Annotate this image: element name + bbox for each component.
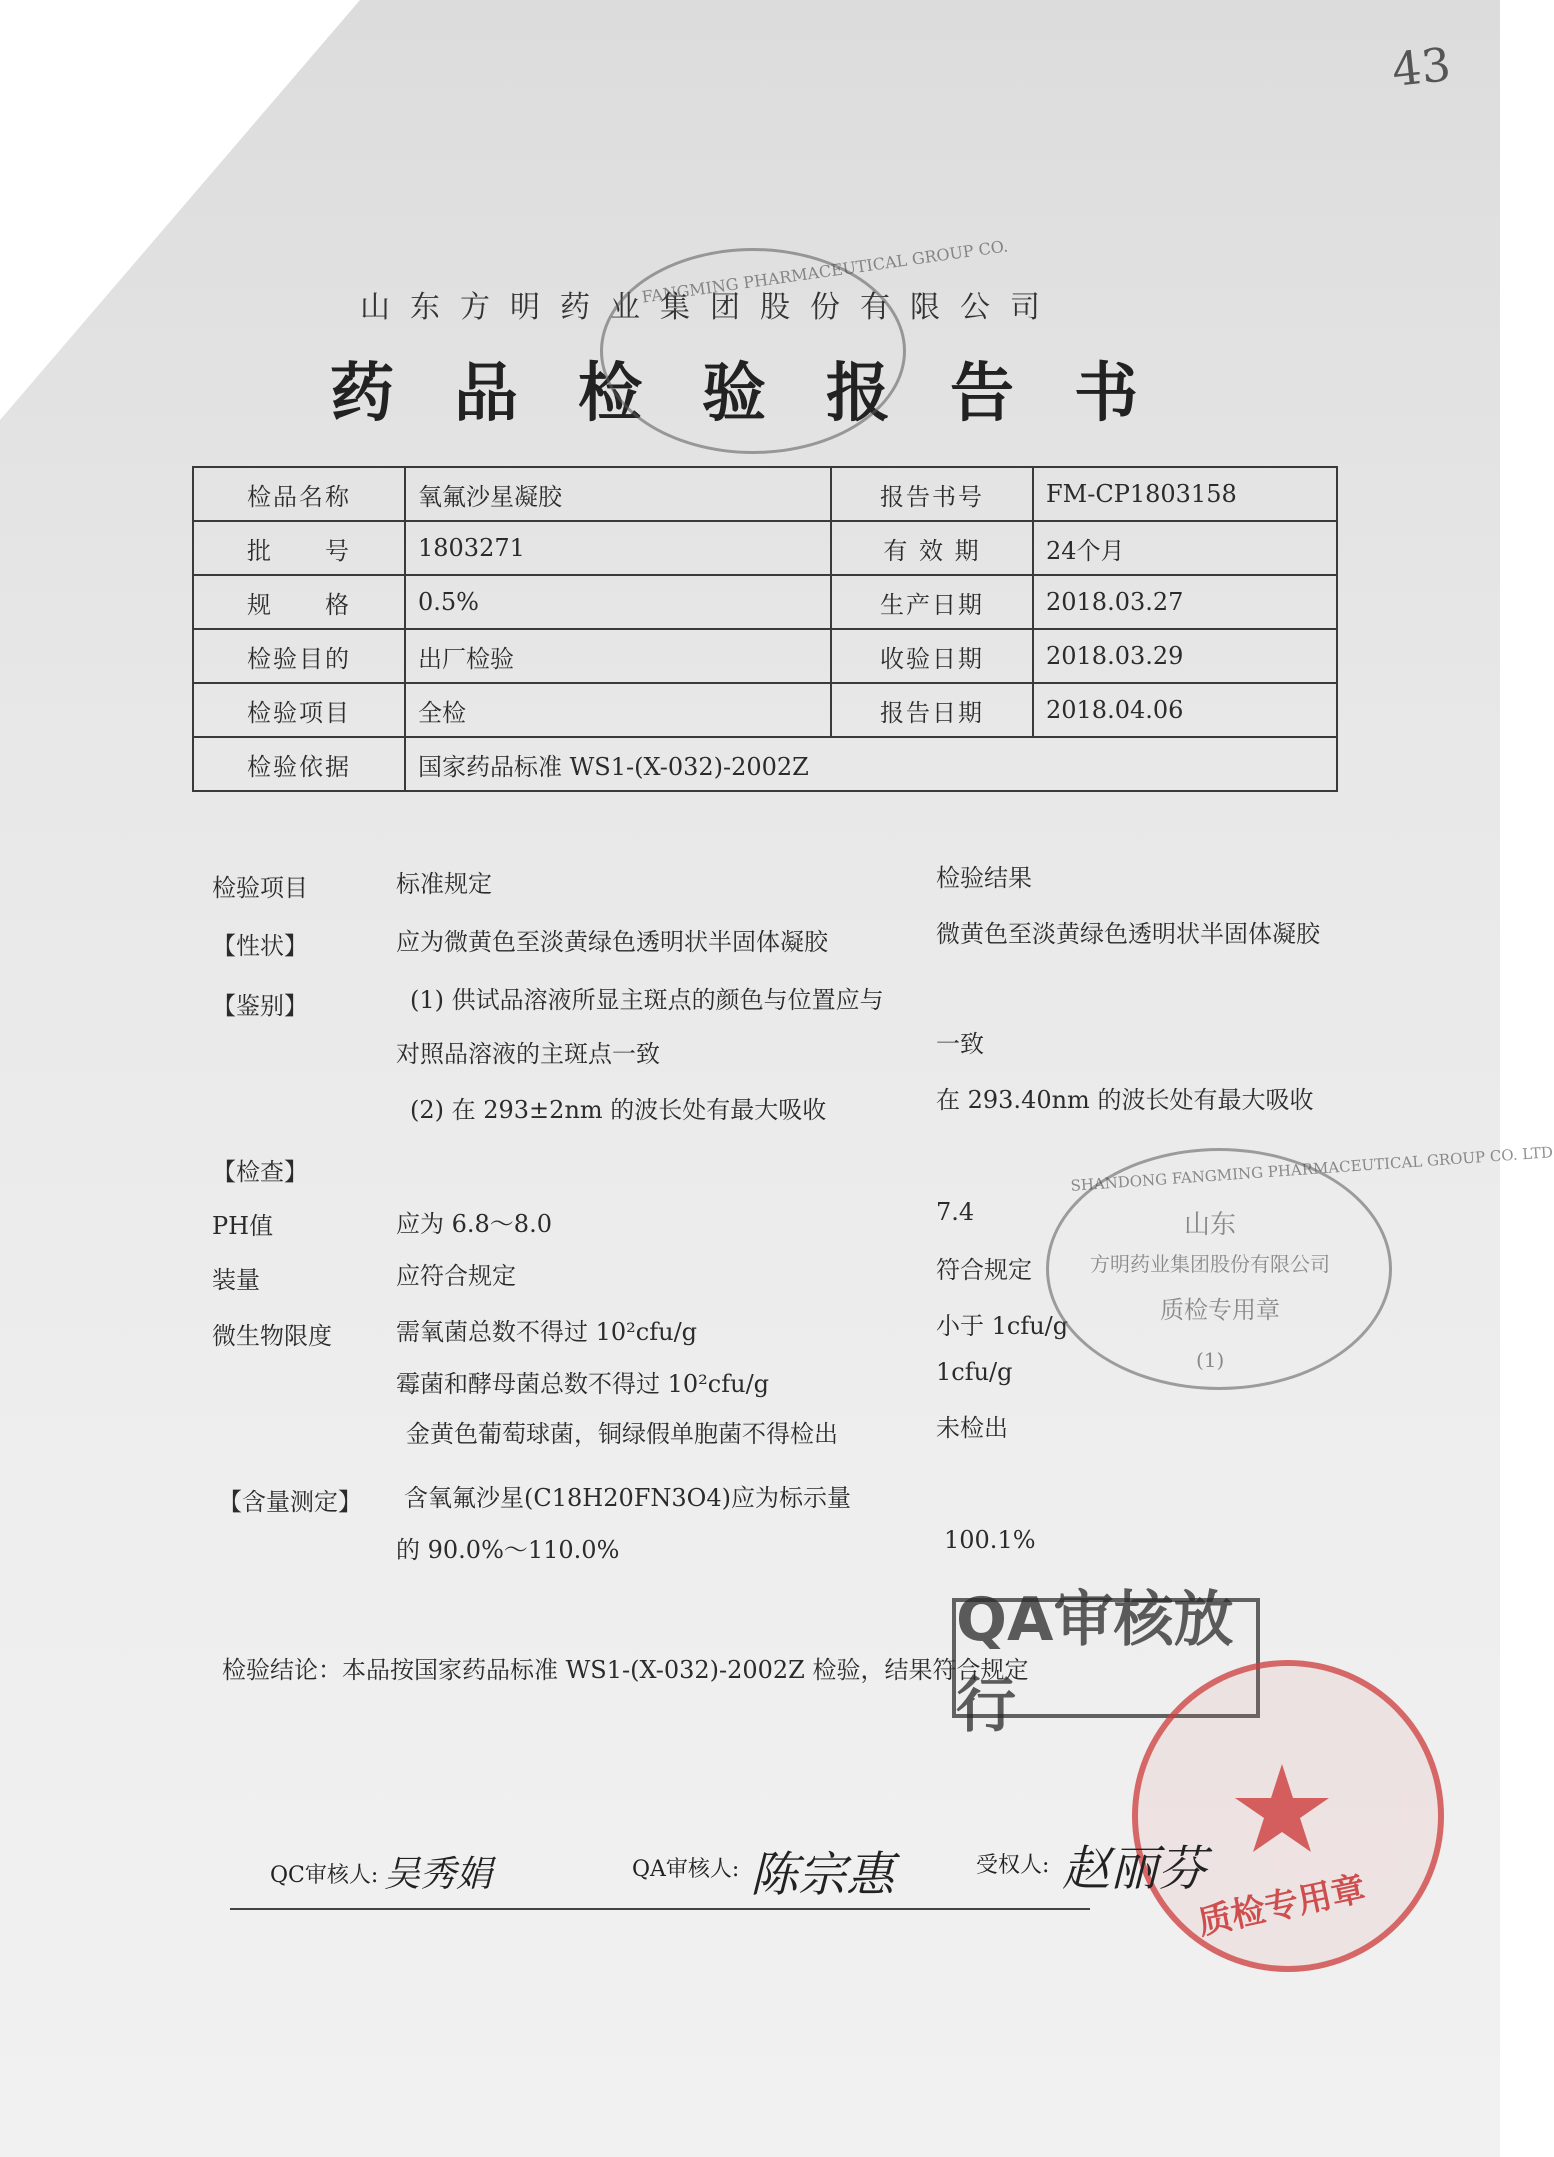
authorized-person-signature: 赵丽芬 — [1062, 1841, 1207, 1897]
hanliang-standard-2: 的 90.0%～110.0% — [396, 1536, 620, 1564]
hanliang-result: 100.1% — [944, 1526, 1036, 1554]
conclusion-text: 检验结论：本品按国家药品标准 WS1-(X-032)-2002Z 检验，结果符合规定 — [222, 1656, 1029, 1684]
cell-label: 批 号 — [193, 521, 405, 575]
cell-label: 收验日期 — [831, 629, 1033, 683]
header-item: 检验项目 — [212, 874, 308, 902]
company-name: 山东方明药业集团股份有限公司 — [360, 290, 1060, 325]
hanliang-item: 【含量测定】 — [218, 1488, 362, 1516]
jiancha-item: 【检查】 — [212, 1158, 308, 1186]
jianbie-standard-1a: (1) 供试品溶液所显主斑点的颜色与位置应与 — [410, 986, 884, 1014]
cell-value: 0.5% — [405, 575, 831, 629]
jianbie-result-1: 一致 — [936, 1030, 984, 1058]
xingzhuang-result: 微黄色至淡黄绿色透明状半固体凝胶 — [936, 920, 1320, 948]
cell-value: 氧氟沙星凝胶 — [405, 467, 831, 521]
cell-value: 2018.03.27 — [1033, 575, 1337, 629]
qc-seal-line2: 方明药业集团股份有限公司 — [1090, 1252, 1330, 1276]
authorized-person-label: 受权人: — [976, 1853, 1050, 1878]
cell-label: 有 效 期 — [831, 521, 1033, 575]
cell-label: 报告日期 — [831, 683, 1033, 737]
red-quality-seal — [1132, 1660, 1444, 1972]
micro-standard-1: 需氧菌总数不得过 10²cfu/g — [396, 1318, 698, 1346]
report-title: 药品检验报告书 — [330, 356, 1198, 431]
qc-seal-line4: (1) — [1196, 1348, 1225, 1372]
cell-label: 检验依据 — [193, 737, 405, 791]
table-row — [193, 737, 1337, 791]
qa-release-stamp: QA审核放行 — [952, 1598, 1260, 1718]
zhuangliang-item: 装量 — [212, 1266, 260, 1294]
company-seal-top-text: FANGMING PHARMACEUTICAL GROUP CO. — [640, 236, 1010, 307]
micro-result-2: 1cfu/g — [936, 1358, 1013, 1386]
micro-item: 微生物限度 — [212, 1322, 332, 1350]
cell-value: 24个月 — [1033, 521, 1337, 575]
jianbie-standard-2: (2) 在 293±2nm 的波长处有最大吸收 — [410, 1096, 827, 1124]
qa-reviewer-label: QA审核人: — [632, 1857, 740, 1882]
jianbie-item: 【鉴别】 — [212, 992, 308, 1020]
cell-label: 检验项目 — [193, 683, 405, 737]
xingzhuang-standard: 应为微黄色至淡黄绿色透明状半固体凝胶 — [396, 928, 828, 956]
page-number: 43 — [1389, 37, 1454, 97]
xingzhuang-item: 【性状】 — [212, 932, 308, 960]
cell-value: 全检 — [405, 683, 831, 737]
table-row — [193, 521, 1337, 575]
ph-result: 7.4 — [936, 1198, 975, 1226]
qc-seal-en: SHANDONG FANGMING PHARMACEUTICAL GROUP CO. LTD — [1069, 1143, 1554, 1195]
zhuangliang-result: 符合规定 — [936, 1256, 1032, 1284]
micro-result-1: 小于 1cfu/g — [936, 1312, 1069, 1340]
table-row — [193, 629, 1337, 683]
jianbie-standard-1b: 对照品溶液的主斑点一致 — [396, 1040, 660, 1068]
jianbie-result-2: 在 293.40nm 的波长处有最大吸收 — [936, 1086, 1314, 1114]
cell-value: 1803271 — [405, 521, 831, 575]
cell-label: 规 格 — [193, 575, 405, 629]
ph-standard: 应为 6.8～8.0 — [396, 1210, 552, 1238]
cell-label: 生产日期 — [831, 575, 1033, 629]
header-standard: 标准规定 — [396, 870, 492, 898]
cell-value: 国家药品标准 WS1-(X-032)-2002Z — [405, 737, 1337, 791]
signature-line — [230, 1908, 1090, 1910]
cell-label: 报告书号 — [831, 467, 1033, 521]
table-row — [193, 467, 1337, 521]
micro-result-3: 未检出 — [936, 1414, 1008, 1442]
table-row — [193, 575, 1337, 629]
table-row — [193, 683, 1337, 737]
header-result: 检验结果 — [936, 864, 1032, 892]
cell-label: 检品名称 — [193, 467, 405, 521]
qc-seal-line1: 山东 — [1184, 1210, 1237, 1240]
cell-value: 2018.03.29 — [1033, 629, 1337, 683]
zhuangliang-standard: 应符合规定 — [396, 1262, 516, 1290]
info-table — [192, 466, 1338, 792]
cell-label: 检验目的 — [193, 629, 405, 683]
micro-standard-2: 霉菌和酵母菌总数不得过 10²cfu/g — [396, 1370, 770, 1398]
hanliang-standard-1: 含氧氟沙星(C18H20FN3O4)应为标示量 — [404, 1484, 851, 1512]
qc-seal-line3: 质检专用章 — [1160, 1296, 1280, 1324]
red-seal-text: 质检专用章 — [1194, 1868, 1370, 1944]
cell-value: FM-CP1803158 — [1033, 467, 1337, 521]
cell-value: 2018.04.06 — [1033, 683, 1337, 737]
micro-standard-3: 金黄色葡萄球菌，铜绿假单胞菌不得检出 — [406, 1420, 838, 1448]
folded-corner — [0, 0, 360, 420]
ph-item: PH值 — [212, 1212, 274, 1240]
qc-reviewer-label: QC审核人: — [270, 1863, 379, 1888]
cell-value: 出厂检验 — [405, 629, 831, 683]
qc-reviewer-signature: 吴秀娟 — [384, 1854, 493, 1895]
qa-reviewer-signature: 陈宗惠 — [750, 1847, 895, 1903]
